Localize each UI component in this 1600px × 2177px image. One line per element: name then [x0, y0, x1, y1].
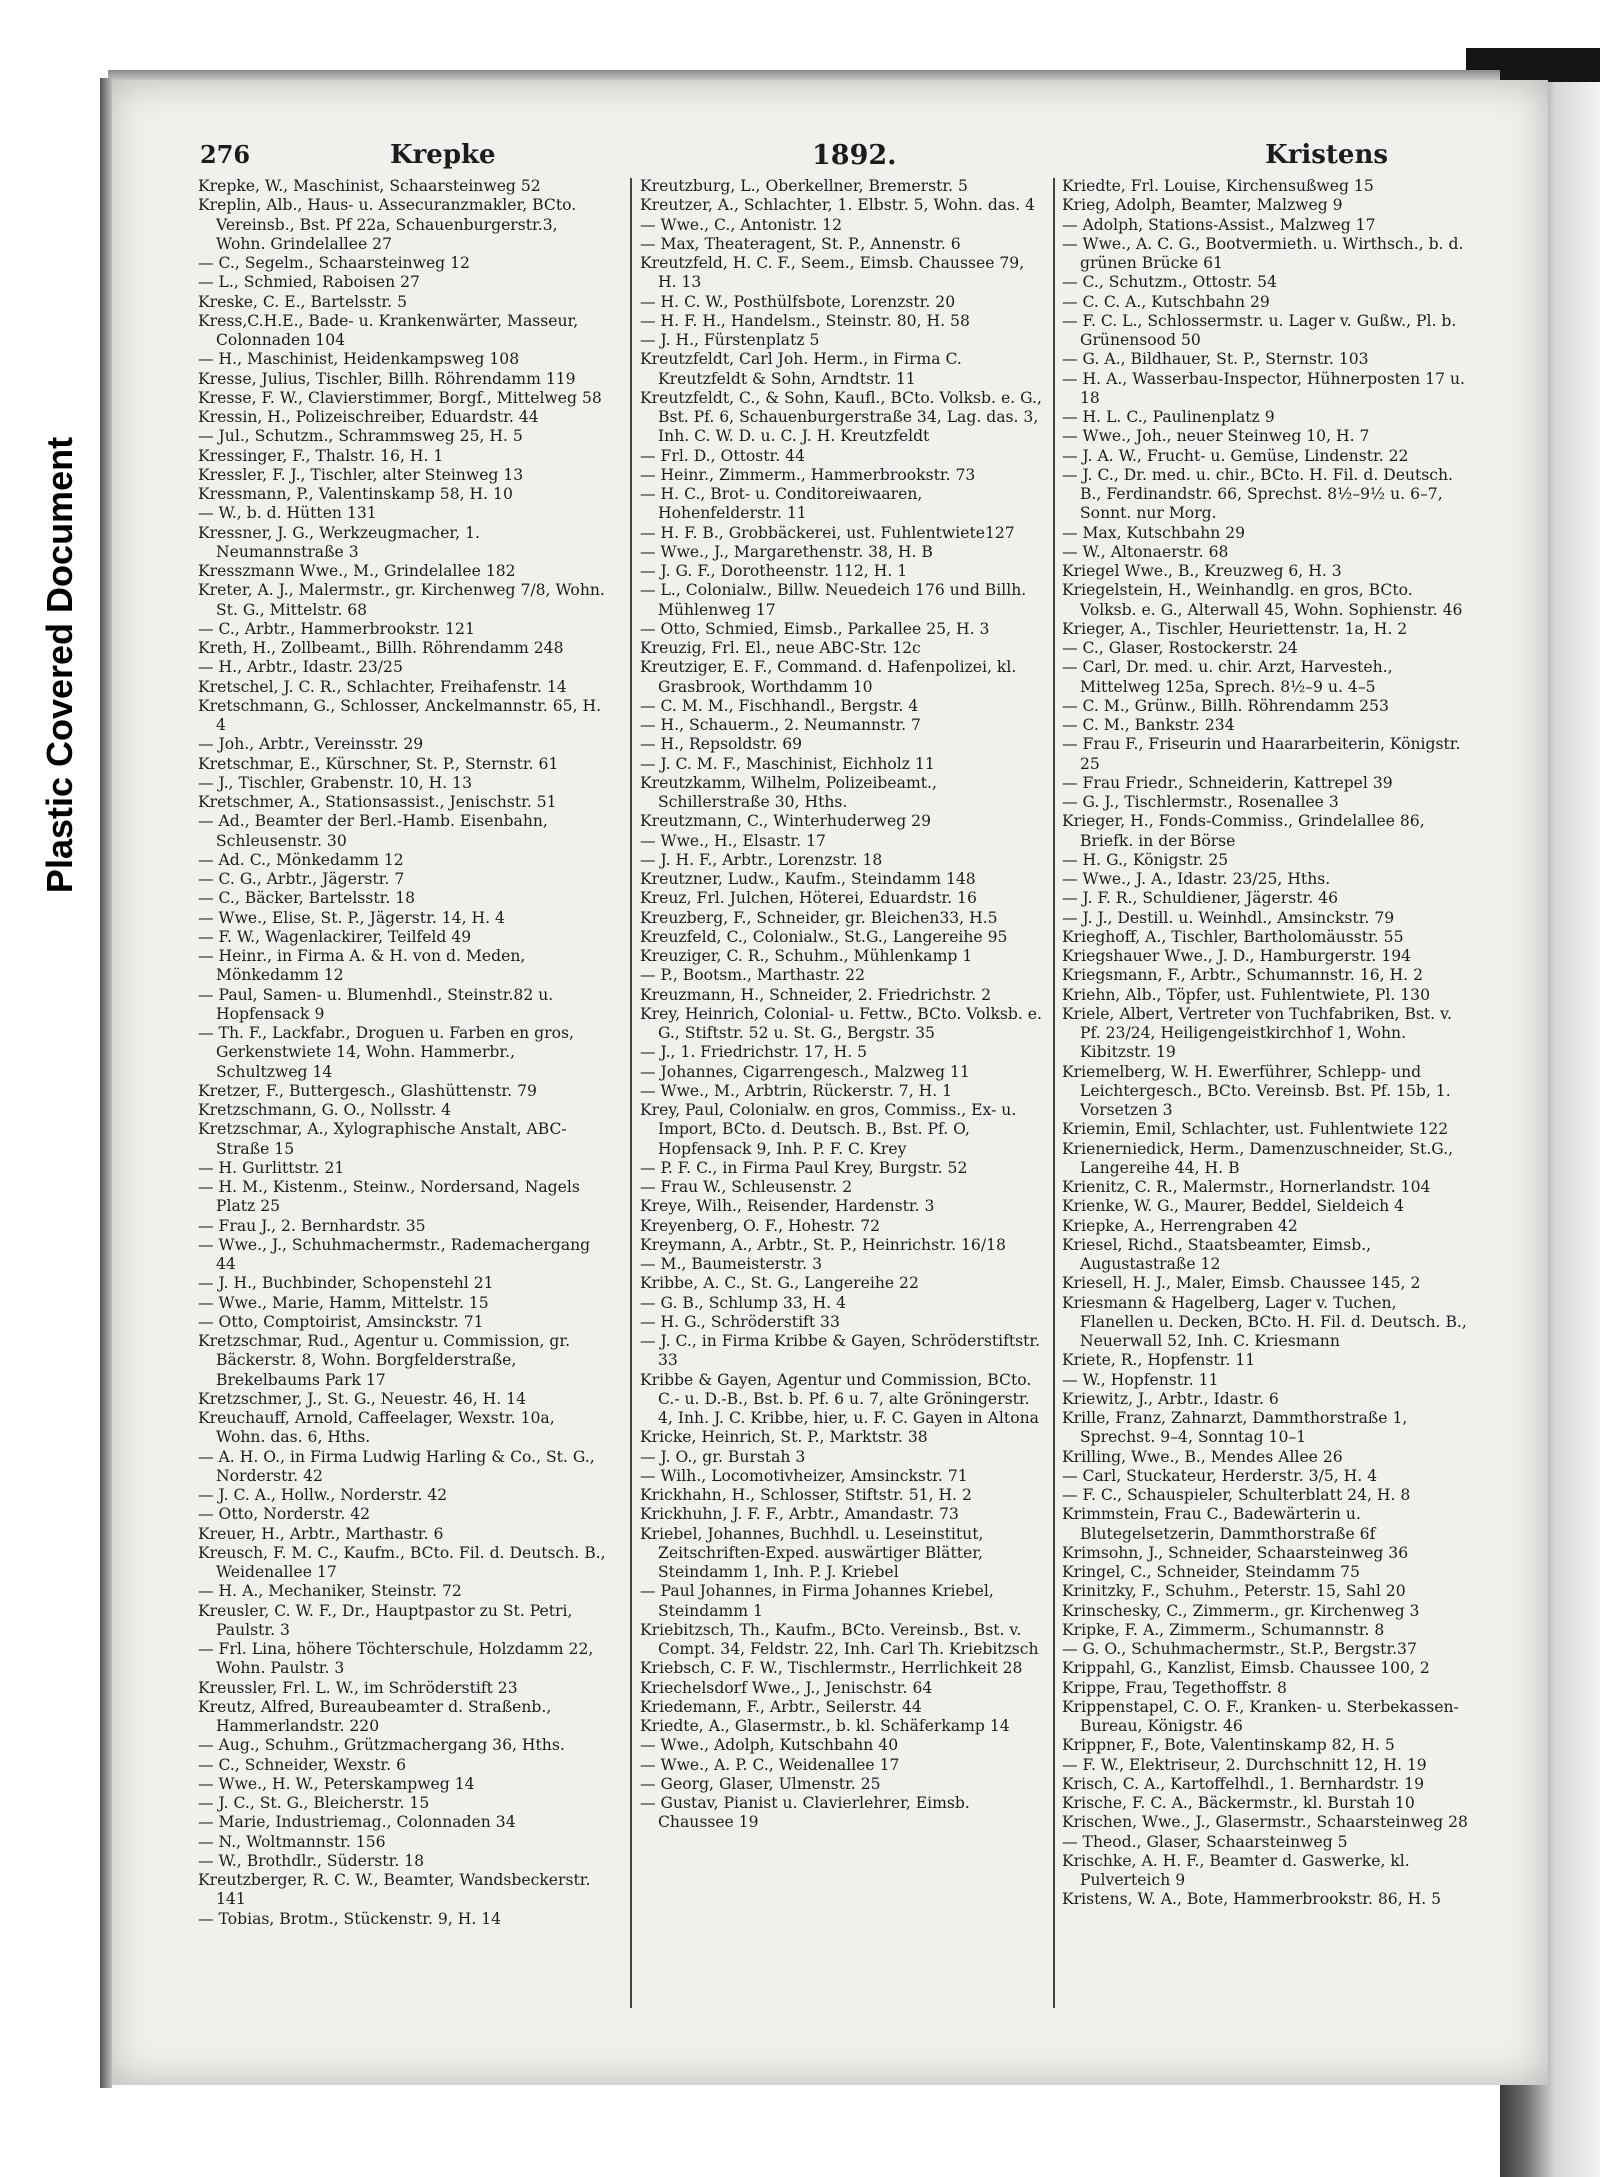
- directory-entry: Kristens, W. A., Bote, Hammerbrookstr. 86, H. 5: [1062, 1890, 1442, 1909]
- directory-entry: — H. F. H., Handelsm., Steinstr. 80, H. 58: [640, 311, 970, 330]
- column-right: [1062, 177, 1474, 2007]
- directory-entry: Kreuzberg, F., Schneider, gr. Bleichen33, H.5: [640, 908, 998, 927]
- directory-entry: Kreter, A. J., Malermstr., gr. Kirchenweg 7/8, Wohn. St. G., Mittelstr. 68: [198, 581, 605, 619]
- directory-entry: Kresse, F. W., Clavierstimmer, Borgf., Mittelweg 58: [198, 388, 602, 407]
- directory-entry: Kreske, C. E., Bartelsstr. 5: [198, 292, 408, 311]
- directory-entry: Kriete, R., Hopfenstr. 11: [1062, 1351, 1256, 1370]
- directory-entry: Kretzschmann, G. O., Nollsstr. 4: [198, 1101, 452, 1119]
- directory-entry: Kretschmer, A., Stationsassist., Jenischstr. 51: [198, 793, 557, 811]
- directory-entry: Krische, F. C. A., Bäckermstr., kl. Burstah 10: [1062, 1794, 1415, 1812]
- directory-entry: — Wwe., A. C. G., Bootvermieth. u. Wirthsch., b. d. grünen Brücke 61: [1062, 234, 1464, 272]
- directory-entry: Kreutzmann, C., Winterhuderweg 29: [640, 812, 932, 831]
- directory-entry: Kreuzfeld, C., Colonialw., St.G., Langereihe 95: [640, 927, 1008, 946]
- directory-entry: — Th. F., Lackfabr., Droguen u. Farben en gros, Gerkenstwiete 14, Wohn. Hammerbr., Schultzweg 14: [198, 1024, 574, 1081]
- directory-entry: Kreutzfeld, H. C. F., Seem., Eimsb. Chaussee 79, H. 13: [640, 254, 1025, 292]
- directory-entry: Kriedte, A., Glasermstr., b. kl. Schäferkamp 14: [640, 1717, 1010, 1735]
- directory-entry: Krieger, H., Fonds-Commiss., Grindelallee 86, Briefk. in der Börse: [1062, 812, 1425, 850]
- directory-entry: Krinschesky, C., Zimmerm., gr. Kirchenweg 3: [1062, 1601, 1420, 1620]
- directory-entry: — F. W., Wagenlackirer, Teilfeld 49: [198, 927, 472, 946]
- directory-entry: Kripke, F. A., Zimmerm., Schumannstr. 8: [1062, 1620, 1385, 1639]
- directory-entry: — H. A., Mechaniker, Steinstr. 72: [198, 1582, 462, 1601]
- directory-entry: Kreuz, Frl. Julchen, Höterei, Eduardstr. 16: [640, 889, 977, 908]
- directory-entry: Krille, Franz, Zahnarzt, Dammthorstraße 1, Sprechst. 9–4, Sonntag 10–1: [1062, 1409, 1408, 1447]
- directory-entry: — Joh., Arbtr., Vereinsstr. 29: [198, 735, 424, 754]
- directory-entry: Kriegsmann, F., Arbtr., Schumannstr. 16, H. 2: [1062, 966, 1424, 985]
- directory-entry: — H. M., Kistenm., Steinw., Nordersand, Nagels Platz 25: [198, 1178, 580, 1216]
- page-number: 276: [200, 140, 251, 169]
- directory-entry: — J. C. A., Hollw., Norderstr. 42: [198, 1486, 448, 1504]
- directory-entry: — Wwe., J., Margarethenstr. 38, H. B: [640, 542, 933, 561]
- directory-entry: — H. C. W., Posthülfsbote, Lorenzstr. 20: [640, 292, 956, 311]
- directory-entry: — C. C. A., Kutschbahn 29: [1062, 292, 1270, 311]
- directory-entry: — P. F. C., in Firma Paul Krey, Burgstr. 52: [640, 1158, 968, 1177]
- directory-entry: — Otto, Schmied, Eimsb., Parkallee 25, H. 3: [640, 619, 990, 638]
- directory-entry: — Johannes, Cigarrengesch., Malzweg 11: [640, 1062, 970, 1081]
- directory-entry: Kretzer, F., Buttergesch., Glashüttenstr. 79: [198, 1081, 537, 1100]
- directory-entry: — Frl. D., Ottostr. 44: [640, 446, 806, 465]
- directory-entry: Kreussler, Frl. L. W., im Schröderstift 23: [198, 1678, 518, 1697]
- directory-entry: Kriegel Wwe., B., Kreuzweg 6, H. 3: [1062, 562, 1342, 580]
- directory-entry: Kreye, Wilh., Reisender, Hardenstr. 3: [640, 1197, 935, 1216]
- directory-entry: — Ad., Beamter der Berl.-Hamb. Eisenbahn, Schleusenstr. 30: [198, 812, 548, 850]
- directory-entry: Kreuzmann, H., Schneider, 2. Friedrichstr. 2: [640, 985, 992, 1004]
- directory-entry: — J. O., gr. Burstah 3: [640, 1447, 806, 1466]
- column-divider: [630, 178, 632, 2008]
- directory-entry: — N., Woltmannstr. 156: [198, 1832, 386, 1851]
- directory-entry: Kreutziger, E. F., Command. d. Hafenpolizei, kl. Grasbrook, Worthdamm 10: [640, 658, 1017, 696]
- directory-entry: Kreusch, F. M. C., Kaufm., BCto. Fil. d. Deutsch. B., Weidenallee 17: [198, 1543, 606, 1581]
- directory-entry: — Aug., Schuhm., Grützmachergang 36, Hths.: [198, 1736, 565, 1755]
- directory-entry: — Wwe., M., Arbtrin, Rückerstr. 7, H. 1: [640, 1081, 953, 1100]
- directory-entry: — Frau W., Schleusenstr. 2: [640, 1178, 853, 1196]
- column-left: [198, 177, 608, 2007]
- directory-entry: — C., Arbtr., Hammerbrookstr. 121: [198, 619, 475, 638]
- directory-entry: Kriebsch, C. F. W., Tischlermstr., Herrlichkeit 28: [640, 1659, 1023, 1678]
- side-label: [30, 395, 90, 935]
- directory-entry: Kriesell, H. J., Maler, Eimsb. Chaussee 145, 2: [1062, 1274, 1421, 1293]
- directory-entry: Krienke, W. G., Maurer, Beddel, Sieldeich 4: [1062, 1197, 1405, 1216]
- directory-entry: — Carl, Dr. med. u. chir. Arzt, Harvesteh., Mittelweg 125a, Sprech. 8½–9 u. 4–5: [1062, 658, 1393, 696]
- directory-entry: — H. G., Königstr. 25: [1062, 850, 1229, 869]
- directory-entry: Kriepke, A., Herrengraben 42: [1062, 1216, 1298, 1235]
- directory-entry: — H. F. B., Grobbäckerei, ust. Fuhlentwiete127: [640, 523, 1015, 542]
- directory-entry: Krienitz, C. R., Malermstr., Hornerlandstr. 104: [1062, 1178, 1431, 1196]
- directory-entry: — L., Schmied, Raboisen 27: [198, 273, 420, 292]
- directory-entry: — Wwe., C., Antonistr. 12: [640, 215, 843, 234]
- directory-entry: — Wwe., J. A., Idastr. 23/25, Hths.: [1062, 870, 1331, 888]
- directory-entry: — W., Brothdlr., Süderstr. 18: [198, 1851, 425, 1870]
- directory-entry: Kreuer, H., Arbtr., Marthastr. 6: [198, 1524, 444, 1543]
- directory-entry: Kriewitz, J., Arbtr., Idastr. 6: [1062, 1389, 1279, 1408]
- directory-entry: — Heinr., in Firma A. & H. von d. Meden, Mönkedamm 12: [198, 947, 526, 985]
- directory-entry: — Heinr., Zimmerm., Hammerbrookstr. 73: [640, 465, 976, 484]
- directory-entry: Kreutz, Alfred, Bureaubeamter d. Straßenb., Hammerlandstr. 220: [198, 1697, 552, 1735]
- directory-entry: Kreutzfeldt, Carl Joh. Herm., in Firma C. Kreutzfeldt & Sohn, Arndtstr. 11: [640, 350, 962, 388]
- directory-entry: Kriesmann & Hagelberg, Lager v. Tuchen, Flanellen u. Decken, BCto. H. Fil. d. Deutsch. B., Neuerwall 52, Inh. C. Kriesmann: [1062, 1293, 1467, 1350]
- directory-entry: — J. C. M. F., Maschinist, Eichholz 11: [640, 754, 935, 773]
- directory-entry: Krimsohn, J., Schneider, Schaarsteinweg 36: [1062, 1543, 1409, 1562]
- directory-entry: Kresszmann Wwe., M., Grindelallee 182: [198, 562, 516, 580]
- directory-entry: Kriele, Albert, Vertreter von Tuchfabriken, Bst. v. Pf. 23/24, Heiligengeistkirchhof 1, Wohn. Kibitzstr. 19: [1062, 1004, 1453, 1062]
- directory-entry: Krilling, Wwe., B., Mendes Allee 26: [1062, 1447, 1343, 1466]
- directory-entry: Krickhuhn, J. F. F., Arbtr., Amandastr. 73: [640, 1505, 959, 1524]
- directory-entry: — G. J., Tischlermstr., Rosenallee 3: [1062, 793, 1339, 811]
- directory-entry: Kriemin, Emil, Schlachter, ust. Fuhlentwiete 122: [1062, 1120, 1449, 1139]
- directory-entry: — G. A., Bildhauer, St. P., Sternstr. 103: [1062, 350, 1369, 369]
- directory-entry: Kriehn, Alb., Töpfer, ust. Fuhlentwiete, Pl. 130: [1062, 985, 1431, 1004]
- directory-entry: — H. G., Schröderstift 33: [640, 1312, 840, 1331]
- directory-entry: Kretzschmer, J., St. G., Neuestr. 46, H. 14: [198, 1389, 526, 1408]
- directory-entry: — Frau J., 2. Bernhardstr. 35: [198, 1216, 426, 1235]
- directory-entry: — Wwe., A. P. C., Weidenallee 17: [640, 1755, 900, 1774]
- directory-entry: — Marie, Industriemag., Colonnaden 34: [198, 1813, 516, 1832]
- directory-entry: — C., Segelm., Schaarsteinweg 12: [198, 254, 470, 272]
- directory-entry: — Otto, Comptoirist, Amsinckstr. 71: [198, 1312, 484, 1331]
- directory-entry: — Jul., Schutzm., Schrammsweg 25, H. 5: [198, 427, 523, 446]
- directory-entry: — Frl. Lina, höhere Töchterschule, Holzdamm 22, Wohn. Paulstr. 3: [198, 1640, 594, 1678]
- directory-entry: Kreymann, A., Arbtr., St. P., Heinrichstr. 16/18: [640, 1235, 1006, 1254]
- directory-entry: — Tobias, Brotm., Stückenstr. 9, H. 14: [198, 1909, 502, 1928]
- directory-entry: — Max, Theateragent, St. P., Annenstr. 6: [640, 234, 961, 253]
- directory-entry: — J., 1. Friedrichstr. 17, H. 5: [640, 1043, 868, 1062]
- directory-entry: — Wwe., Marie, Hamm, Mittelstr. 15: [198, 1293, 489, 1312]
- page-left-edge: [100, 78, 112, 2088]
- directory-entry: Kretschmann, G., Schlosser, Anckelmannstr. 65, H. 4: [198, 696, 602, 734]
- directory-entry: Krippner, F., Bote, Valentinskamp 82, H. 5: [1062, 1736, 1395, 1755]
- directory-entry: Kriesel, Richd., Staatsbeamter, Eimsb., Augustastraße 12: [1062, 1235, 1372, 1273]
- directory-entry: Kreyenberg, O. F., Hohestr. 72: [640, 1216, 881, 1235]
- directory-entry: — W., Hopfenstr. 11: [1062, 1370, 1219, 1389]
- directory-entry: Krieg, Adolph, Beamter, Malzweg 9: [1062, 196, 1343, 215]
- directory-entry: — Wwe., J., Schuhmachermstr., Rademachergang 44: [198, 1235, 591, 1273]
- directory-entry: Kriemelberg, W. H. Ewerführer, Schlepp- und Leichtergesch., BCto. Vereinsb. Bst. Pf. 15b, 1. Vorsetzen 3: [1062, 1062, 1451, 1119]
- directory-entry: — C. G., Arbtr., Jägerstr. 7: [198, 870, 405, 888]
- directory-entry: Kretzschmar, A., Xylographische Anstalt, ABC-Straße 15: [198, 1120, 567, 1158]
- directory-entry: Kresse, Julius, Tischler, Billh. Röhrendamm 119: [198, 369, 576, 388]
- directory-entry: — M., Baumeisterstr. 3: [640, 1255, 822, 1273]
- directory-entry: Kreutzner, Ludw., Kaufm., Steindamm 148: [640, 870, 976, 888]
- directory-entry: Krey, Paul, Colonialw. en gros, Commiss., Ex- u. Import, BCto. d. Deutsch. B., Bst. Pf. O, Hopfensack 9, Inh. P. F. C. Krey: [640, 1101, 1017, 1158]
- directory-entry: — H., Arbtr., Idastr. 23/25: [198, 658, 403, 677]
- directory-entry: Kribbe, A. C., St. G., Langereihe 22: [640, 1274, 919, 1293]
- directory-entry: Krickhahn, H., Schlosser, Stiftstr. 51, H. 2: [640, 1486, 972, 1504]
- directory-entry: Krinitzky, F., Schuhm., Peterstr. 15, Sahl 20: [1062, 1582, 1406, 1601]
- directory-entry: — C., Glaser, Rostockerstr. 24: [1062, 639, 1298, 657]
- directory-entry: Kretschmar, E., Kürschner, St. P., Sternstr. 61: [198, 754, 559, 773]
- directory-entry: — Wilh., Locomotivheizer, Amsinckstr. 71: [640, 1466, 968, 1485]
- directory-entry: — W., b. d. Hütten 131: [198, 504, 377, 523]
- directory-entry: — F. W., Elektriseur, 2. Durchschnitt 12, H. 19: [1062, 1755, 1427, 1774]
- directory-entry: Kressin, H., Polizeischreiber, Eduardstr. 44: [198, 408, 539, 426]
- directory-entry: — H., Maschinist, Heidenkampsweg 108: [198, 350, 520, 369]
- directory-entry: — Paul, Samen- u. Blumenhdl., Steinstr.82 u. Hopfensack 9: [198, 985, 554, 1023]
- directory-entry: Kressler, F. J., Tischler, alter Steinweg 13: [198, 465, 524, 484]
- directory-entry: Krippenstapel, C. O. F., Kranken- u. Sterbekassen-Bureau, Königstr. 46: [1062, 1697, 1459, 1735]
- directory-entry: — Theod., Glaser, Schaarsteinweg 5: [1062, 1832, 1348, 1851]
- year-heading: 1892.: [812, 140, 897, 171]
- directory-entry: — J. G. F., Dorotheenstr. 112, H. 1: [640, 562, 908, 580]
- directory-entry: — C. M., Bankstr. 234: [1062, 716, 1235, 734]
- directory-entry: Kriechelsdorf Wwe., J., Jenischstr. 64: [640, 1678, 933, 1697]
- directory-entry: Kress,C.H.E., Bade- u. Krankenwärter, Masseur, Colonnaden 104: [198, 311, 579, 349]
- directory-entry: Kriedte, Frl. Louise, Kirchensußweg 15: [1062, 177, 1374, 195]
- directory-entry: Kreutzburg, L., Oberkellner, Bremerstr. 5: [640, 177, 968, 195]
- directory-entry: — Frau F., Friseurin und Haararbeiterin, Königstr. 25: [1062, 735, 1461, 773]
- directory-entry: Krienerniedick, Herm., Damenzuschneider, St.G., Langereihe 44, H. B: [1062, 1139, 1454, 1177]
- directory-entry: — Georg, Glaser, Ulmenstr. 25: [640, 1774, 881, 1793]
- directory-entry: — J. H., Fürstenplatz 5: [640, 331, 820, 349]
- directory-entry: — Gustav, Pianist u. Clavierlehrer, Eimsb. Chaussee 19: [640, 1794, 970, 1832]
- directory-entry: Krepke, W., Maschinist, Schaarsteinweg 52: [198, 177, 541, 195]
- directory-entry: Krippahl, G., Kanzlist, Eimsb. Chaussee 100, 2: [1062, 1659, 1430, 1678]
- left-catchword: Krepke: [390, 140, 496, 170]
- directory-entry: Kretschel, J. C. R., Schlachter, Freihafenstr. 14: [198, 677, 567, 696]
- directory-entry: — G. B., Schlump 33, H. 4: [640, 1293, 847, 1312]
- directory-entry: Kriebel, Johannes, Buchhdl. u. Leseinstitut, Zeitschriften-Exped. auswärtiger Blätter, Steindamm 1, Inh. P. J. Kriebel: [640, 1524, 984, 1581]
- directory-entry: — H., Schauerm., 2. Neumannstr. 7: [640, 716, 921, 734]
- directory-entry: Kreuzig, Frl. El., neue ABC-Str. 12c: [640, 639, 921, 657]
- directory-entry: Kressinger, F., Thalstr. 16, H. 1: [198, 446, 444, 465]
- directory-entry: Kriedemann, F., Arbtr., Seilerstr. 44: [640, 1697, 922, 1716]
- directory-entry: Krieghoff, A., Tischler, Bartholomäusstr. 55: [1062, 927, 1404, 946]
- directory-entry: — J. J., Destill. u. Weinhdl., Amsinckstr. 79: [1062, 908, 1395, 927]
- directory-entry: Kreutzer, A., Schlachter, 1. Elbstr. 5, Wohn. das. 4: [640, 196, 1035, 215]
- directory-entry: — J. F. R., Schuldiener, Jägerstr. 46: [1062, 889, 1339, 908]
- directory-entry: Krischen, Wwe., J., Glasermstr., Schaarsteinweg 28: [1062, 1813, 1468, 1832]
- directory-entry: — G. O., Schuhmachermstr., St.P., Bergstr.37: [1062, 1640, 1417, 1658]
- directory-entry: — J. H., Buchbinder, Schopenstehl 21: [198, 1274, 494, 1293]
- directory-entry: Kressner, J. G., Werkzeugmacher, 1. Neumannstraße 3: [198, 523, 480, 561]
- directory-entry: — Otto, Norderstr. 42: [198, 1505, 371, 1524]
- directory-entry: — C. M. M., Fischhandl., Bergstr. 4: [640, 696, 919, 715]
- directory-entry: Krieger, A., Tischler, Heuriettenstr. 1a, H. 2: [1062, 619, 1408, 638]
- directory-entry: — Wwe., Adolph, Kutschbahn 40: [640, 1736, 899, 1755]
- directory-entry: — L., Colonialw., Billw. Neuedeich 176 und Billh. Mühlenweg 17: [640, 581, 1027, 619]
- directory-entry: — C., Bäcker, Bartelsstr. 18: [198, 889, 416, 908]
- directory-entry: — C. M., Grünw., Billh. Röhrendamm 253: [1062, 696, 1389, 715]
- directory-entry: — J. C., St. G., Bleicherstr. 15: [198, 1794, 430, 1812]
- directory-entry: — A. H. O., in Firma Ludwig Harling & Co., St. G., Norderstr. 42: [198, 1447, 595, 1485]
- directory-entry: — C., Schneider, Wexstr. 6: [198, 1755, 407, 1774]
- directory-entry: — Wwe., H. W., Peterskampweg 14: [198, 1774, 475, 1793]
- directory-entry: — J. A. W., Frucht- u. Gemüse, Lindenstr. 22: [1062, 446, 1409, 465]
- directory-entry: — J. H. F., Arbtr., Lorenzstr. 18: [640, 850, 883, 869]
- directory-entry: — Carl, Stuckateur, Herderstr. 3/5, H. 4: [1062, 1466, 1378, 1485]
- directory-entry: Kriegshauer Wwe., J. D., Hamburgerstr. 194: [1062, 947, 1412, 965]
- directory-entry: — C., Schutzm., Ottostr. 54: [1062, 273, 1277, 292]
- directory-entry: Kreuchauff, Arnold, Caffeelager, Wexstr. 10a, Wohn. das. 6, Hths.: [198, 1409, 555, 1447]
- right-catchword: Kristens: [1265, 140, 1388, 170]
- directory-entry: — Paul Johannes, in Firma Johannes Kriebel, Steindamm 1: [640, 1582, 994, 1620]
- directory-entry: Kribbe & Gayen, Agentur und Commission, BCto. C.- u. D.-B., Bst. b. Pf. 6 u. 7, alte Gröningerstr. 4, Inh. J. C. Kribbe, hier, u. F. C. Gayen in Altona: [640, 1370, 1039, 1427]
- directory-entry: Kreth, H., Zollbeamt., Billh. Röhrendamm 248: [198, 639, 564, 657]
- directory-entry: Krippe, Frau, Tegethoffstr. 8: [1062, 1678, 1287, 1697]
- directory-entry: Kriegelstein, H., Weinhandlg. en gros, BCto. Volksb. e. G., Alterwall 45, Wohn. Sophienstr. 46: [1062, 581, 1463, 619]
- directory-entry: Kricke, Heinrich, St. P., Marktstr. 38: [640, 1428, 928, 1447]
- directory-entry: Kreuziger, C. R., Schuhm., Mühlenkamp 1: [640, 947, 973, 965]
- directory-entry: — J., Tischler, Grabenstr. 10, H. 13: [198, 773, 472, 792]
- directory-entry: — J. C., in Firma Kribbe & Gayen, Schröderstiftstr. 33: [640, 1332, 1041, 1370]
- column-middle: [640, 177, 1045, 2007]
- page-header: [200, 140, 1388, 180]
- directory-entry: Kretzschmar, Rud., Agentur u. Commission, gr. Bäckerstr. 8, Wohn. Borgfelderstraße, Brekelbaums Park 17: [198, 1332, 571, 1389]
- directory-entry: — H. A., Wasserbau-Inspector, Hühnerposten 17 u. 18: [1062, 369, 1465, 407]
- directory-entry: — Max, Kutschbahn 29: [1062, 523, 1246, 542]
- directory-entry: Kressmann, P., Valentinskamp 58, H. 10: [198, 485, 513, 503]
- directory-entry: Kriebitzsch, Th., Kaufm., BCto. Vereinsb., Bst. v. Compt. 34, Feldstr. 22, Inh. Carl Th. Kriebitzsch: [640, 1620, 1039, 1658]
- directory-entry: — H. Gurlittstr. 21: [198, 1158, 345, 1177]
- directory-entry: Kreplin, Alb., Haus- u. Assecuranzmakler, BCto. Vereinsb., Bst. Pf 22a, Schauenburgerstr.3, Wohn. Grindelallee 27: [198, 196, 577, 253]
- directory-entry: Krisch, C. A., Kartoffelhdl., 1. Bernhardstr. 19: [1062, 1774, 1424, 1793]
- directory-entry: — Adolph, Stations-Assist., Malzweg 17: [1062, 215, 1376, 234]
- column-divider: [1053, 178, 1055, 2008]
- directory-entry: Krischke, A. H. F., Beamter d. Gaswerke, kl. Pulverteich 9: [1062, 1851, 1410, 1889]
- directory-entry: Krey, Heinrich, Colonial- u. Fettw., BCto. Volksb. e. G., Stiftstr. 52 u. St. G., Bergstr. 35: [640, 1004, 1042, 1042]
- directory-entry: — P., Bootsm., Marthastr. 22: [640, 966, 866, 985]
- directory-entry: Kreutzberger, R. C. W., Beamter, Wandsbeckerstr. 141: [198, 1871, 591, 1909]
- directory-entry: — Wwe., Joh., neuer Steinweg 10, H. 7: [1062, 427, 1370, 446]
- directory-entry: — H. L. C., Paulinenplatz 9: [1062, 408, 1275, 426]
- directory-entry: Kreusler, C. W. F., Dr., Hauptpastor zu St. Petri, Paulstr. 3: [198, 1601, 573, 1639]
- directory-entry: — Wwe., Elise, St. P., Jägerstr. 14, H. 4: [198, 908, 505, 927]
- directory-entry: Kringel, C., Schneider, Steindamm 75: [1062, 1563, 1360, 1581]
- directory-entry: — F. C., Schauspieler, Schulterblatt 24, H. 8: [1062, 1486, 1411, 1504]
- directory-entry: — J. C., Dr. med. u. chir., BCto. H. Fil. d. Deutsch. B., Ferdinandstr. 66, Sprechst. 8½–9½ u. 6–7, Sonnt. nur Morg.: [1062, 465, 1454, 523]
- directory-entry: — H. C., Brot- u. Conditoreiwaaren, Hohenfelderstr. 11: [640, 485, 923, 523]
- directory-entry: Kreutzfeldt, C., & Sohn, Kaufl., BCto. Volksb. e. G., Bst. Pf. 6, Schauenburgerstraße 34, Lag. das. 3, Inh. C. W. D. u. C. J. H. Kreutzfeldt: [640, 388, 1042, 446]
- directory-entry: Krimmstein, Frau C., Badewärterin u. Blutegelsetzerin, Dammthorstraße 6f: [1062, 1505, 1376, 1543]
- directory-entry: — F. C. L., Schlossermstr. u. Lager v. Gußw., Pl. b. Grünensood 50: [1062, 311, 1457, 349]
- directory-entry: — Ad. C., Mönkedamm 12: [198, 850, 404, 869]
- directory-entry: — W., Altonaerstr. 68: [1062, 542, 1229, 561]
- directory-entry: — Frau Friedr., Schneiderin, Kattrepel 39: [1062, 773, 1393, 792]
- side-label-text: Plastic Covered Document: [39, 436, 80, 894]
- directory-entry: — H., Repsoldstr. 69: [640, 735, 803, 754]
- directory-entry: — Wwe., H., Elsastr. 17: [640, 831, 826, 850]
- directory-entry: Kreutzkamm, Wilhelm, Polizeibeamt., Schillerstraße 30, Hths.: [640, 773, 937, 811]
